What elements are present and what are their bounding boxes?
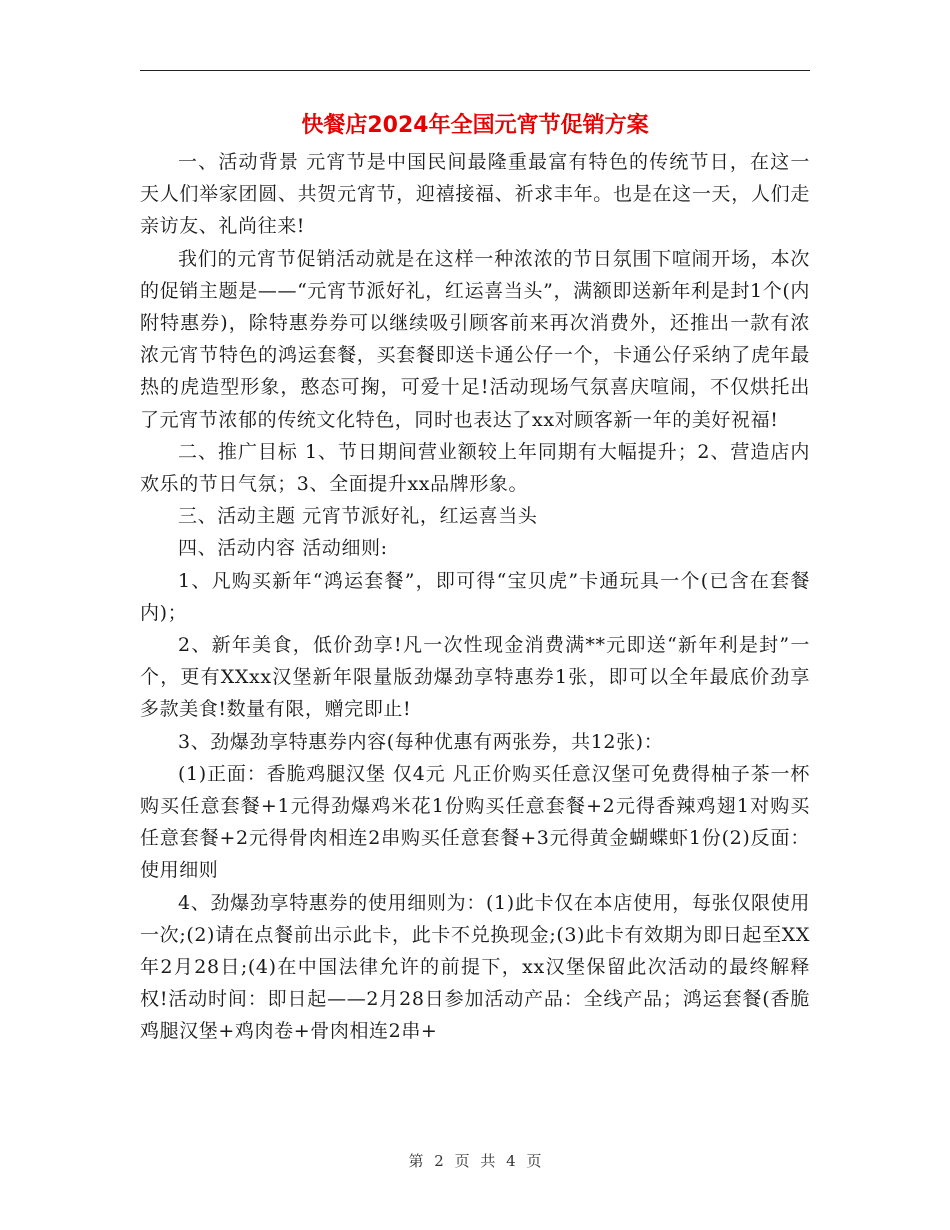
paragraph-theme-intro: 我们的元宵节促销活动就是在这样一种浓浓的节日氛围下喧闹开场，本次的促销主题是——“元宵节派好礼，红运喜当头”，满额即送新年利是封1个(内附特惠券)，除特惠券券可以继续吸引顾客前来再次消费外，还推出一款有浓浓元宵节特色的鸿运套餐，买套餐即送卡通公仔一个，卡通公仔采纳了虎年最热的虎造型形象，憨态可掬，可爱十足!活动现场气氛喜庆喧闹，不仅烘托出了元宵节浓郁的传统文化特色，同时也表达了xx对顾客新一年的美好祝福! <box>140 247 810 431</box>
paragraph-coupon-front: (1)正面：香脆鸡腿汉堡 仅4元 凡正价购买任意汉堡可免费得柚子茶一杯 购买任意套餐+1元得劲爆鸡米花1份购买任意套餐+2元得香辣鸡翅1对购买任意套餐+2元得骨肉相连2串购买任意套餐+3元得黄金蝴蝶虾1份(2)反面：使用细则 <box>140 762 810 882</box>
document-body <box>140 146 810 1048</box>
page-footer: 第 2 页 共 4 页 <box>408 1152 542 1170</box>
document-title: 快餐店2024年全国元宵节促销方案 <box>301 113 649 138</box>
paragraph-rule-1: 1、凡购买新年“鸿运套餐”，即可得“宝贝虎”卡通玩具一个(已含在套餐内)； <box>140 569 810 624</box>
header-rule <box>140 70 810 71</box>
paragraph-rule-3: 3、劲爆劲享特惠券内容(每种优惠有两张券，共12张)： <box>178 730 664 753</box>
paragraph-goals: 二、推广目标 1、节日期间营业额较上年同期有大幅提升；2、营造店内欢乐的节日气氛；3、全面提升xx品牌形象。 <box>140 440 810 496</box>
paragraph-rule-2: 2、新年美食，低价劲享!凡一次性现金消费满**元即送“新年利是封”一个，更有XXxx汉堡新年限量版劲爆劲享特惠券1张，即可以全年最底价劲享多款美食!数量有限，赠完即止! <box>140 634 810 721</box>
paragraph-theme: 三、活动主题 元宵节派好礼，红运喜当头 <box>178 505 538 528</box>
paragraph-background: 一、活动背景 元宵节是中国民间最隆重最富有特色的传统节日，在这一天人们举家团圆、共贺元宵节，迎禧接福、祈求丰年。也是在这一天，人们走亲访友、礼尚往来! <box>140 151 810 238</box>
paragraph-rule-4: 4、劲爆劲享特惠券的使用细则为：(1)此卡仅在本店使用，每张仅限使用一次;(2)请在点餐前出示此卡，此卡不兑换现金;(3)此卡有效期为即日起至XX年2月28日;(4)在中国法律允许的前提下，xx汉堡保留此次活动的最终解释权!活动时间：即日起——2月28日参加活动产品：全线产品；鸿运套餐(香脆鸡腿汉堡+鸡肉卷+骨肉相连2串+ <box>140 891 810 1043</box>
paragraph-content-heading: 四、活动内容 活动细则: <box>178 537 388 560</box>
